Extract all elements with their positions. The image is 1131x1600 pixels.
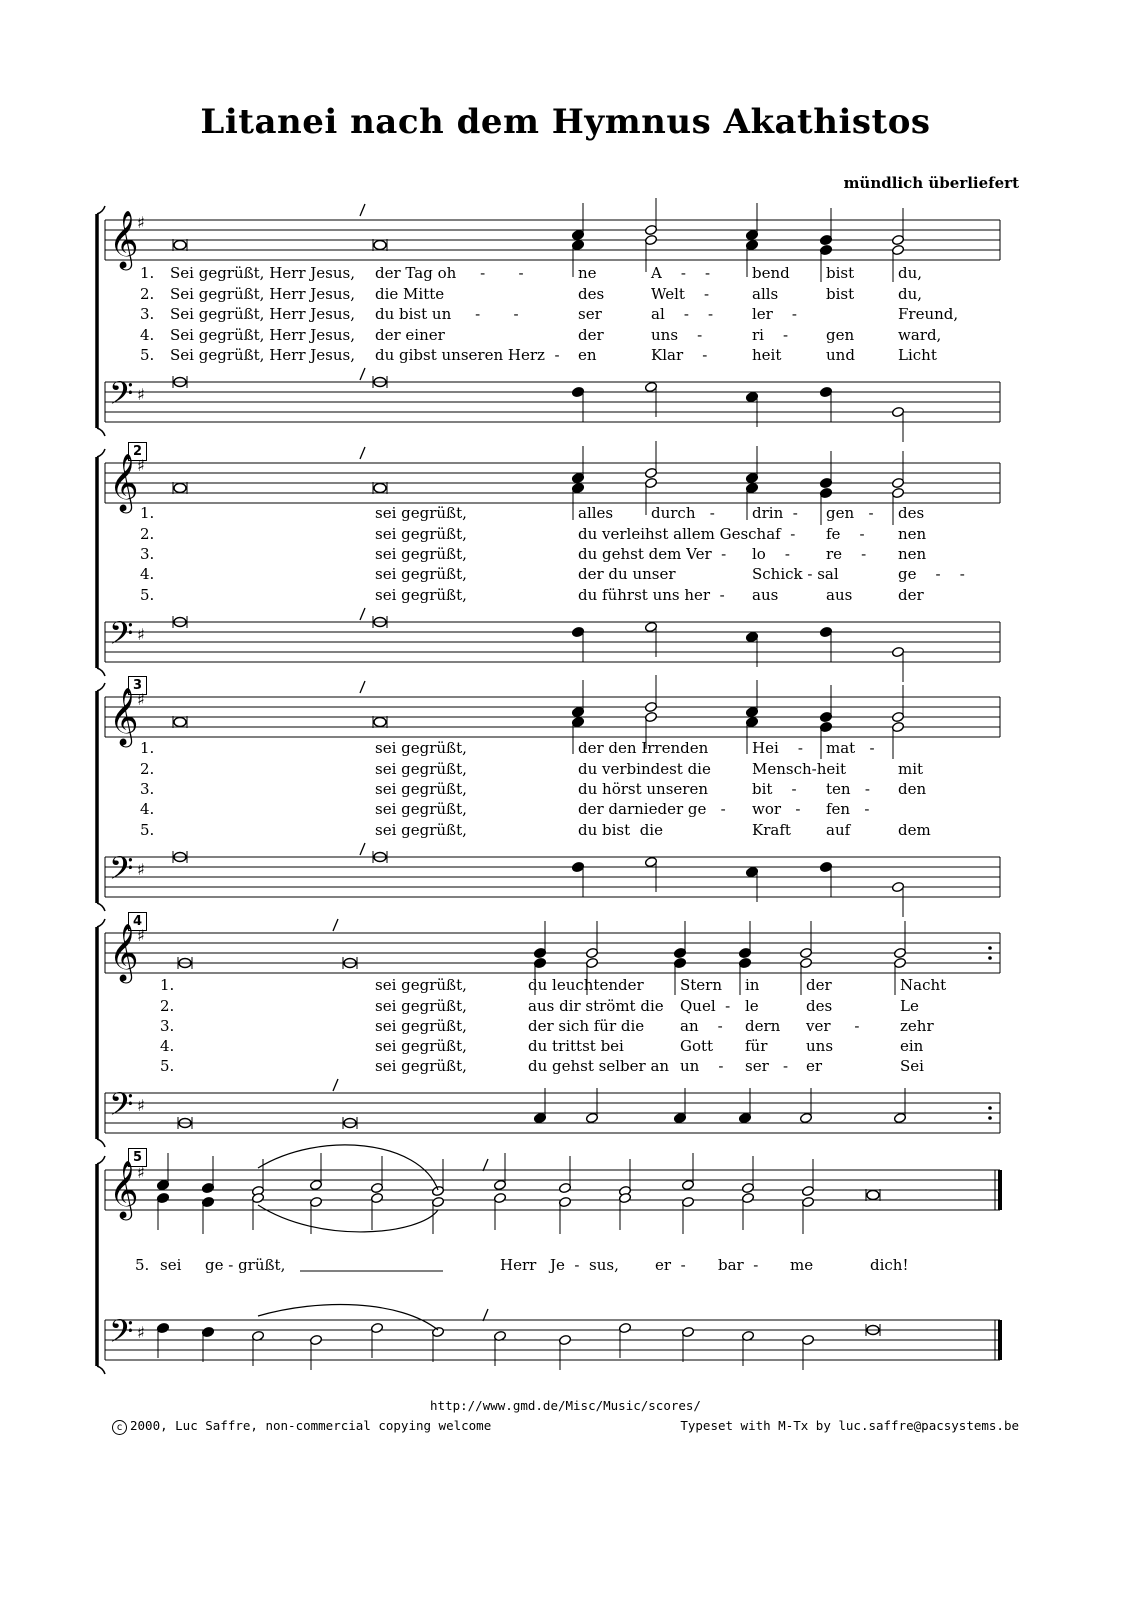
lyric-syllable: ser - — [745, 1057, 789, 1075]
lyric-syllable: sei gegrüßt, — [375, 821, 467, 839]
lyric-syllable: der einer — [375, 326, 445, 344]
bracket-hook — [97, 428, 105, 436]
final-barline — [998, 1170, 1002, 1210]
verse-number: 1. — [140, 264, 155, 282]
lyric-syllable: du verleihst allem Geschaf - — [578, 525, 796, 543]
breath-mark — [360, 368, 365, 380]
lyric-syllable: Freund, — [898, 305, 959, 323]
breve-note — [867, 1191, 879, 1200]
lyric-syllable: durch - — [651, 504, 715, 522]
verse-number: 5. — [140, 821, 155, 839]
footer-copyright — [112, 1418, 491, 1435]
lyric-syllable: du leuchtender — [528, 976, 644, 994]
lyric-syllable: dich! — [870, 1256, 909, 1274]
copyright-icon: c — [112, 1420, 127, 1435]
lyric-syllable: der du unser — [578, 565, 676, 583]
lyric-syllable: Welt - — [651, 285, 710, 303]
lyric-syllable: des — [578, 285, 605, 303]
breath-mark — [360, 843, 365, 855]
lyric-syllable: A - - — [651, 264, 711, 282]
lyric-syllable: al - - — [651, 305, 714, 323]
bracket-hook — [97, 449, 105, 457]
lyric-syllable: mat - — [826, 739, 875, 757]
lyric-syllable: me — [790, 1256, 814, 1274]
bracket-hook — [97, 683, 105, 691]
breath-mark — [360, 608, 365, 620]
lyric-syllable: sei gegrüßt, — [375, 739, 467, 757]
footer-typeset: Typeset with M-Tx by luc.saffre@pacsystems.be — [680, 1418, 1019, 1433]
verse-number: 2. — [140, 285, 155, 303]
lyric-syllable: Stern — [680, 976, 723, 994]
repeat-dot — [988, 1106, 992, 1110]
breath-mark — [483, 1159, 488, 1171]
lyric-syllable: re - — [826, 545, 867, 563]
repeat-dot — [988, 1116, 992, 1120]
verse-number: 3. — [140, 305, 155, 323]
breve-note — [374, 241, 386, 250]
repeat-dot — [988, 946, 992, 950]
lyric-syllable: uns — [806, 1037, 834, 1055]
lyric-syllable: der — [578, 326, 604, 344]
verse-number: 5. — [135, 1256, 150, 1274]
lyric-syllable: sei gegrüßt, — [375, 565, 467, 583]
lyric-syllable: alles — [578, 504, 614, 522]
key-signature-sharp: ♯ — [137, 1323, 145, 1342]
verse-number: 2. — [140, 525, 155, 543]
breve-note — [374, 484, 386, 493]
lyric-syllable: und — [826, 346, 855, 364]
lyric-syllable: gen - — [826, 504, 874, 522]
key-signature-sharp: ♯ — [137, 1163, 145, 1182]
key-signature-sharp: ♯ — [137, 625, 145, 644]
lyric-syllable: dem — [898, 821, 931, 839]
lyric-syllable: gen — [826, 326, 855, 344]
bass-clef-icon: 𝄢 — [109, 850, 134, 894]
lyric-syllable: den — [898, 780, 927, 798]
lyric-syllable: Quel - — [680, 997, 731, 1015]
breath-mark — [333, 1079, 338, 1091]
lyric-syllable: du hörst unseren — [578, 780, 708, 798]
lyric-syllable: in — [745, 976, 760, 994]
lyric-syllable: sei gegrüßt, — [375, 545, 467, 563]
footer-url: http://www.gmd.de/Misc/Music/scores/ — [430, 1398, 701, 1413]
system-number-box: 4 — [128, 912, 147, 931]
lyric-syllable: bend — [752, 264, 790, 282]
lyric-syllable: Sei gegrüßt, Herr Jesus, — [170, 285, 355, 303]
lyric-syllable: des — [898, 504, 925, 522]
lyric-syllable: Schick - sal — [752, 565, 839, 583]
system-number-box: 2 — [128, 442, 147, 461]
breve-note — [174, 718, 186, 727]
lyric-syllable: Sei gegrüßt, Herr Jesus, — [170, 326, 355, 344]
lyric-syllable: ser — [578, 305, 602, 323]
lyric-syllable: alls — [752, 285, 779, 303]
lyric-syllable: Le — [900, 997, 919, 1015]
page-title: Litanei nach dem Hymnus Akathistos — [200, 102, 931, 142]
bass-clef-icon: 𝄢 — [109, 615, 134, 659]
bass-clef-icon: 𝄢 — [109, 375, 134, 419]
lyric-syllable: fe - — [826, 525, 865, 543]
verse-number: 3. — [160, 1017, 175, 1035]
bass-clef-icon: 𝄢 — [109, 1086, 134, 1130]
lyric-syllable: ward, — [898, 326, 942, 344]
lyric-syllable: sei gegrüßt, — [375, 1017, 467, 1035]
lyric-syllable: er - — [655, 1256, 686, 1274]
verse-number: 1. — [160, 976, 175, 994]
breath-mark — [333, 919, 338, 931]
lyric-syllable: Kraft — [752, 821, 791, 839]
treble-clef-icon: 𝄞 — [109, 1160, 139, 1218]
lyric-syllable: du bist die — [578, 821, 663, 839]
breath-mark — [483, 1309, 488, 1321]
lyric-syllable: für — [745, 1037, 768, 1055]
lyric-syllable: fen - — [826, 800, 870, 818]
composer-credit: mündlich überliefert — [843, 174, 1019, 192]
verse-number: 4. — [140, 326, 155, 344]
lyric-syllable: sei gegrüßt, — [375, 976, 467, 994]
verse-number: 1. — [140, 504, 155, 522]
breath-mark — [360, 447, 365, 459]
slur — [258, 1145, 438, 1190]
lyric-syllable: Gott — [680, 1037, 714, 1055]
lyric-syllable: sei gegrüßt, — [375, 800, 467, 818]
lyric-syllable: der sich für die — [528, 1017, 645, 1035]
lyric-syllable: sei gegrüßt, — [375, 780, 467, 798]
lyric-syllable: ge - grüßt, — [205, 1256, 286, 1274]
lyric-syllable: ten - — [826, 780, 870, 798]
lyric-syllable: der — [806, 976, 832, 994]
bracket-hook — [97, 919, 105, 927]
system-number-box: 3 — [128, 676, 147, 695]
bracket-hook — [97, 1156, 105, 1164]
verse-number: 2. — [140, 760, 155, 778]
lyric-syllable: der Tag oh - - — [375, 264, 524, 282]
bracket-hook — [97, 903, 105, 911]
breath-mark — [360, 681, 365, 693]
lyric-syllable: le — [745, 997, 759, 1015]
lyric-syllable: du, — [898, 285, 923, 303]
lyric-syllable: du führst uns her - — [578, 586, 725, 604]
breath-mark — [360, 204, 365, 216]
lyric-syllable: Licht — [898, 346, 937, 364]
verse-number: 4. — [160, 1037, 175, 1055]
lyric-syllable: mit — [898, 760, 924, 778]
lyric-syllable: er — [806, 1057, 823, 1075]
lyric-syllable: bar - — [718, 1256, 759, 1274]
lyric-syllable: sei gegrüßt, — [375, 525, 467, 543]
verse-number: 3. — [140, 780, 155, 798]
lyric-syllable: dern — [745, 1017, 781, 1035]
lyric-syllable: aus — [826, 586, 853, 604]
lyric-syllable: bit - — [752, 780, 797, 798]
lyric-syllable: du bist un - - — [375, 305, 519, 323]
slur — [258, 1304, 438, 1330]
bracket-hook — [97, 206, 105, 214]
lyric-syllable: der darnieder ge - — [578, 800, 726, 818]
lyric-syllable: bist — [826, 285, 855, 303]
lyric-syllable: nen — [898, 545, 927, 563]
lyric-syllable: Sei gegrüßt, Herr Jesus, — [170, 305, 355, 323]
system-number-box: 5 — [128, 1148, 147, 1167]
final-barline — [998, 1320, 1002, 1360]
lyric-syllable: du gehst dem Ver - — [578, 545, 727, 563]
bracket-hook — [97, 668, 105, 676]
treble-clef-icon: 𝄞 — [109, 210, 139, 268]
lyric-syllable: sei gegrüßt, — [375, 1037, 467, 1055]
lyric-syllable: an - — [680, 1017, 723, 1035]
lyric-syllable: du verbindest die — [578, 760, 711, 778]
lyric-syllable: lo - — [752, 545, 790, 563]
lyric-syllable: uns - — [651, 326, 703, 344]
lyric-syllable: ne — [578, 264, 597, 282]
lyric-syllable: ge - - — [898, 565, 965, 583]
key-signature-sharp: ♯ — [137, 213, 145, 232]
lyric-syllable: ver - — [806, 1017, 860, 1035]
lyric-syllable: zehr — [900, 1017, 934, 1035]
lyric-syllable: sei gegrüßt, — [375, 760, 467, 778]
lyric-syllable: drin - — [752, 504, 798, 522]
lyric-syllable: aus — [752, 586, 779, 604]
key-signature-sharp: ♯ — [137, 385, 145, 404]
lyric-syllable: sei gegrüßt, — [375, 504, 467, 522]
verse-number: 3. — [140, 545, 155, 563]
lyric-syllable: wor - — [752, 800, 801, 818]
treble-clef-icon: 𝄞 — [109, 453, 139, 511]
key-signature-sharp: ♯ — [137, 926, 145, 945]
repeat-dot — [988, 956, 992, 960]
breve-note — [174, 484, 186, 493]
slur — [258, 1205, 438, 1232]
lyric-syllable: Mensch-heit — [752, 760, 847, 778]
lyric-syllable: heit — [752, 346, 782, 364]
lyric-syllable: sei gegrüßt, — [375, 997, 467, 1015]
lyric-syllable: des — [806, 997, 833, 1015]
lyric-syllable: der den Irrenden — [578, 739, 709, 757]
lyric-syllable: sei gegrüßt, — [375, 586, 467, 604]
lyric-syllable: du, — [898, 264, 923, 282]
lyric-syllable: du gehst selber an — [528, 1057, 670, 1075]
verse-number: 5. — [160, 1057, 175, 1075]
breve-note — [174, 241, 186, 250]
lyric-syllable: sei gegrüßt, — [375, 1057, 467, 1075]
key-signature-sharp: ♯ — [137, 1096, 145, 1115]
lyric-syllable: aus dir strömt die — [528, 997, 664, 1015]
lyric-syllable: der — [898, 586, 924, 604]
lyric-syllable: un - — [680, 1057, 724, 1075]
lyric-syllable: Klar - — [651, 346, 708, 364]
lyric-syllable: ler - — [752, 305, 797, 323]
lyric-syllable: en — [578, 346, 597, 364]
verse-number: 1. — [140, 739, 155, 757]
treble-clef-icon: 𝄞 — [109, 923, 139, 981]
lyric-syllable: Nacht — [900, 976, 947, 994]
verse-number: 2. — [160, 997, 175, 1015]
verse-number: 5. — [140, 586, 155, 604]
lyric-syllable: du trittst bei — [528, 1037, 624, 1055]
breve-note — [374, 718, 386, 727]
verse-number: 5. — [140, 346, 155, 364]
lyric-syllable: Herr — [500, 1256, 537, 1274]
key-signature-sharp: ♯ — [137, 860, 145, 879]
lyric-syllable: sei — [160, 1256, 182, 1274]
lyric-syllable: Sei gegrüßt, Herr Jesus, — [170, 264, 355, 282]
lyric-syllable: Hei - — [752, 739, 803, 757]
lyric-syllable: ri - — [752, 326, 789, 344]
key-signature-sharp: ♯ — [137, 690, 145, 709]
lyric-syllable: bist — [826, 264, 855, 282]
lyric-syllable: Sei — [900, 1057, 924, 1075]
lyric-syllable: nen — [898, 525, 927, 543]
bass-clef-icon: 𝄢 — [109, 1313, 134, 1357]
lyric-syllable: die Mitte — [375, 285, 445, 303]
lyric-syllable: auf — [826, 821, 851, 839]
key-signature-sharp: ♯ — [137, 456, 145, 475]
lyric-syllable: du gibst unseren Herz - — [375, 346, 560, 364]
lyric-syllable: Sei gegrüßt, Herr Jesus, — [170, 346, 355, 364]
verse-number: 4. — [140, 565, 155, 583]
verse-number: 4. — [140, 800, 155, 818]
treble-clef-icon: 𝄞 — [109, 687, 139, 745]
lyric-syllable: Je - sus, — [550, 1256, 619, 1274]
copyright-text: 2000, Luc Saffre, non-commercial copying welcome — [130, 1418, 492, 1433]
bracket-hook — [97, 1139, 105, 1147]
bracket-hook — [97, 1366, 105, 1374]
lyric-syllable: ein — [900, 1037, 924, 1055]
